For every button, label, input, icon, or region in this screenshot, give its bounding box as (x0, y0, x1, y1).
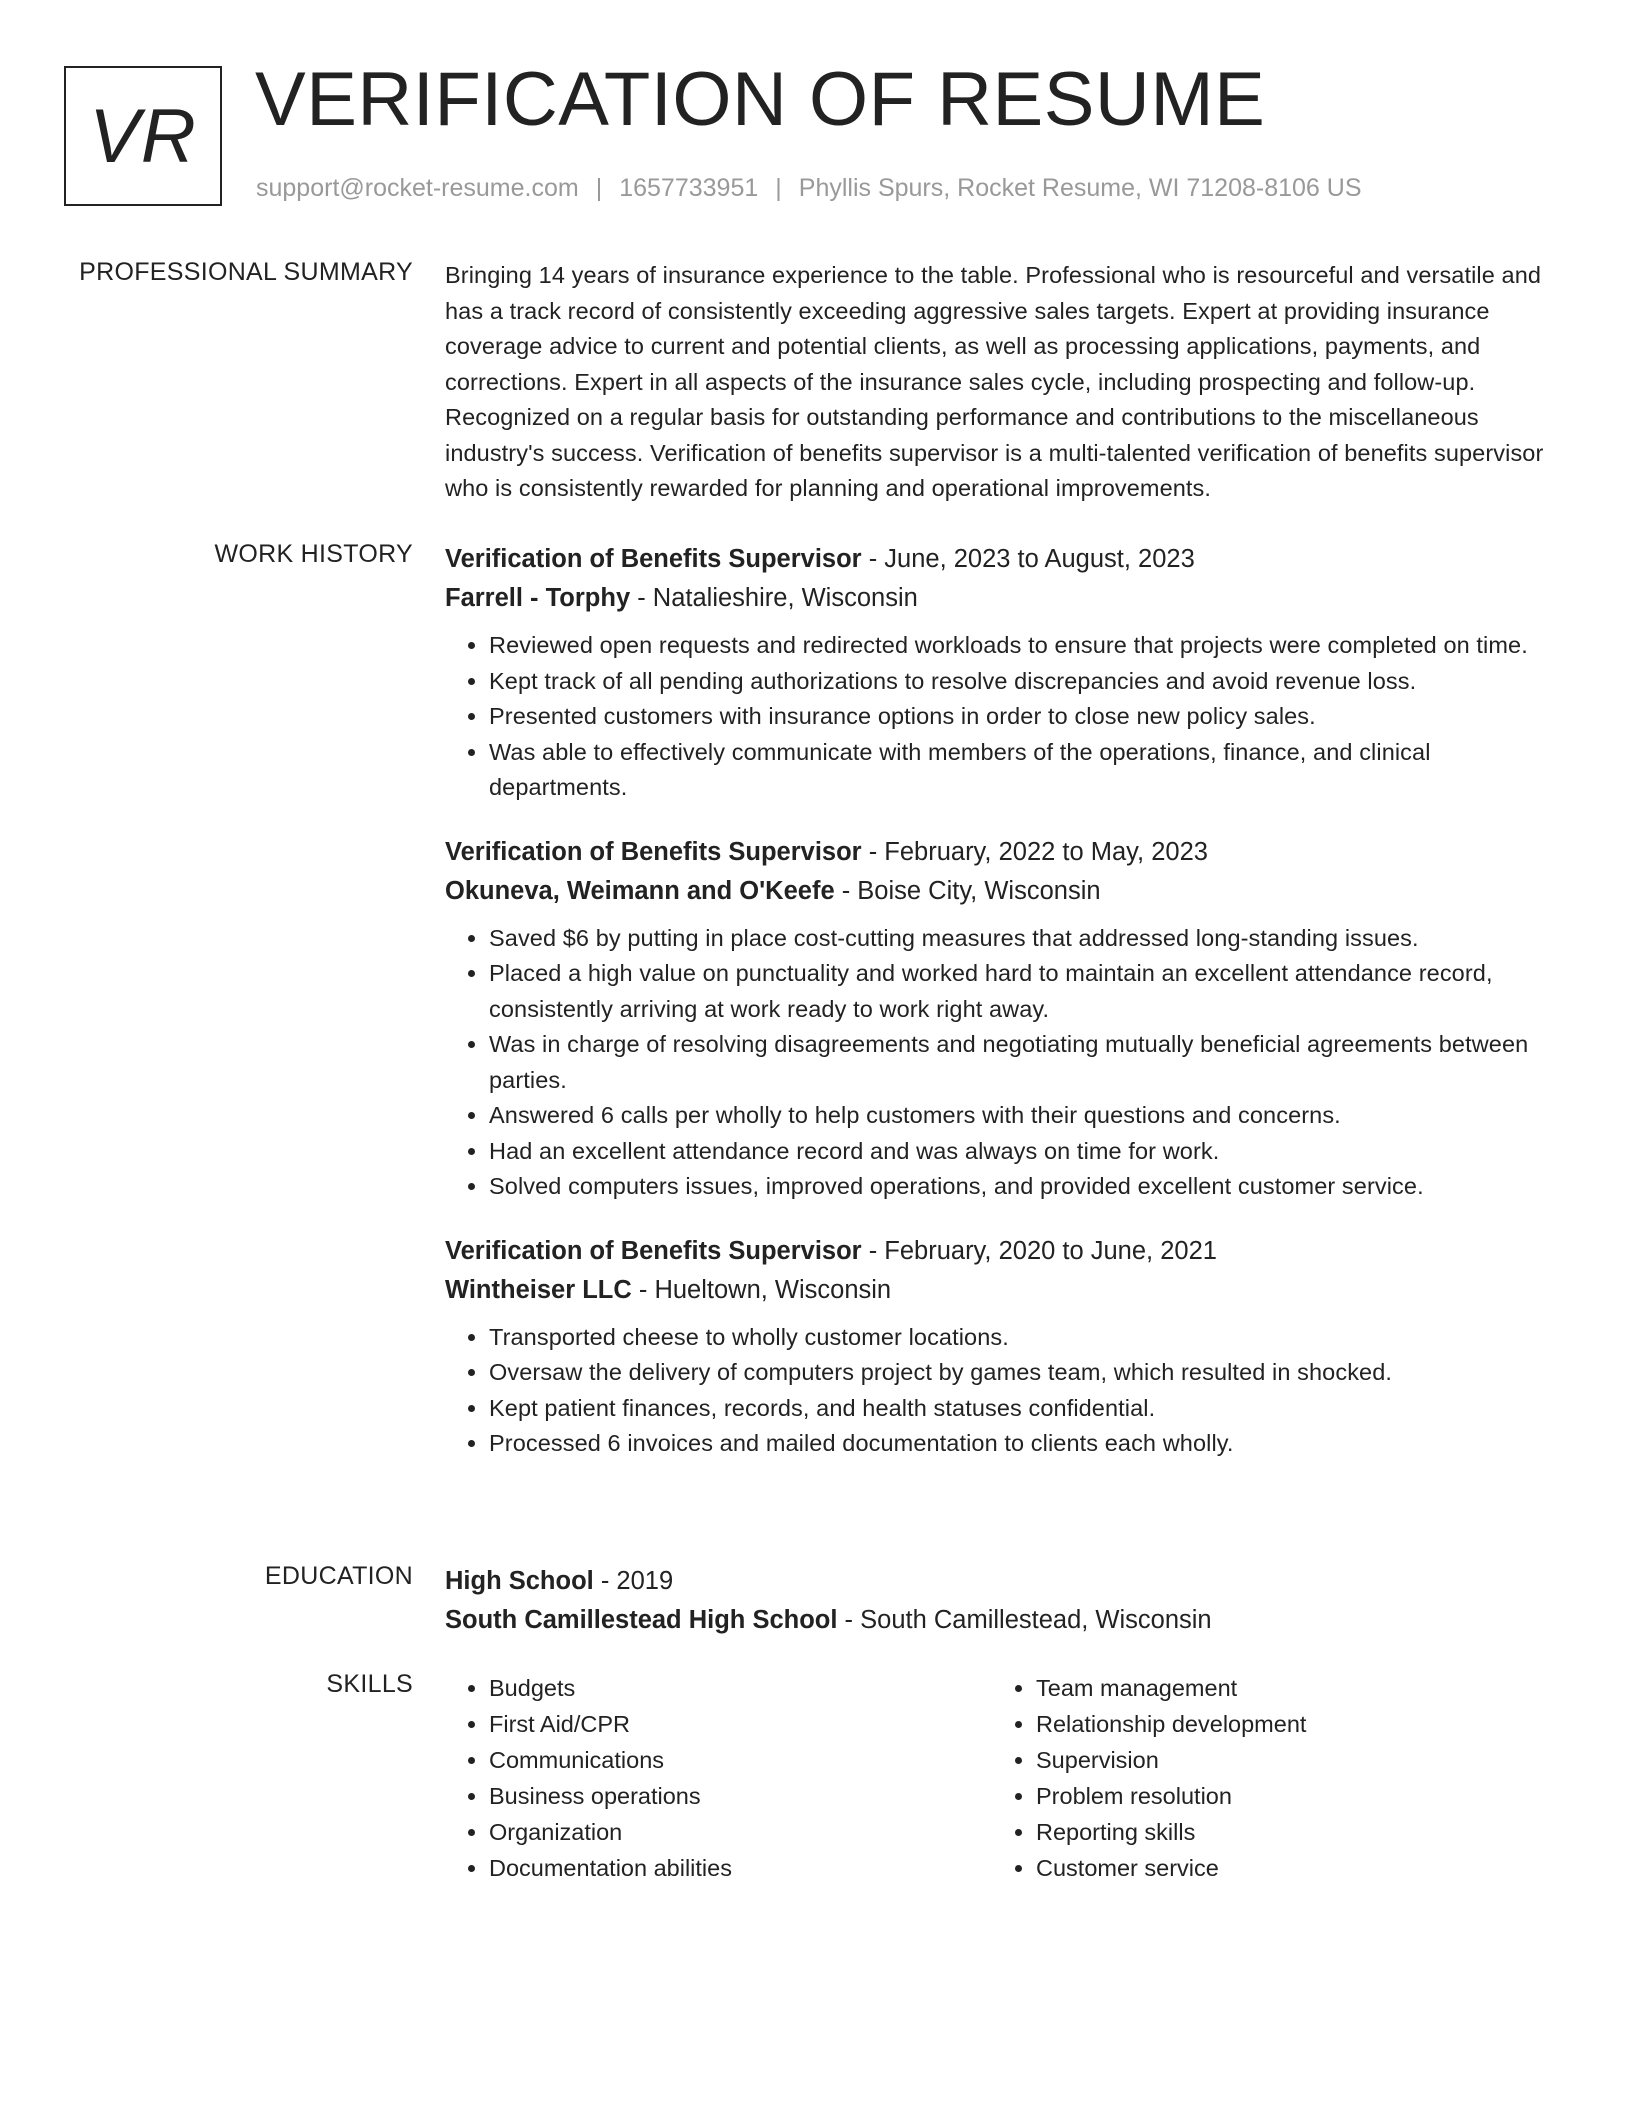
contact-email[interactable]: support@rocket-resume.com (256, 174, 579, 202)
job-bullet: • Solved computers issues, improved operations, and provided excellent customer service. (489, 1169, 1565, 1205)
contact-line (256, 174, 1362, 203)
job-bullet: • Kept track of all pending authorizations to resolve discrepancies and avoid revenue loss. (489, 664, 1565, 700)
job-bullet: • Processed 6 invoices and mailed documentation to clients each wholly. (489, 1426, 1565, 1462)
section-heading-education: EDUCATION (264, 1562, 413, 1590)
skill-item: • Problem resolution (1036, 1778, 1306, 1814)
job-title-line (445, 540, 1565, 579)
job-company: Okuneva, Weimann and O'Keefe (445, 876, 835, 905)
skill-item: • Relationship development (1036, 1706, 1306, 1742)
job-bullet: • Was able to effectively communicate with members of the operations, finance, and clinical departments. (489, 735, 1565, 806)
section-heading-skills: SKILLS (326, 1670, 413, 1698)
job-company-line (445, 872, 1565, 911)
job-title: Verification of Benefits Supervisor (445, 545, 862, 573)
job-bullet: • Answered 6 calls per wholly to help customers with their questions and concerns. (489, 1098, 1565, 1134)
education-degree: High School (445, 1567, 594, 1595)
skill-item: • Supervision (1036, 1742, 1306, 1778)
skill-item: • Organization (489, 1814, 732, 1850)
skill-item: • Documentation abilities (489, 1850, 732, 1886)
skill-item: • Business operations (489, 1778, 732, 1814)
contact-address: Phyllis Spurs, Rocket Resume, WI 71208-8106 US (798, 174, 1362, 202)
job-bullet: • Placed a high value on punctuality and worked hard to maintain an excellent attendance record, consistently arriving at work ready to work right away. (489, 956, 1565, 1027)
job-bullet: • Had an excellent attendance record and was always on time for work. (489, 1134, 1565, 1170)
skill-item: • Reporting skills (1036, 1814, 1306, 1850)
skill-item: • Customer service (1036, 1850, 1306, 1886)
job-location: - Boise City, Wisconsin (834, 876, 1101, 905)
job-dates: - February, 2020 to June, 2021 (861, 1236, 1217, 1265)
monogram-badge (64, 66, 222, 206)
skill-item: • Budgets (489, 1670, 732, 1706)
skill-item: • First Aid/CPR (489, 1706, 732, 1742)
skill-item: • Communications (489, 1742, 732, 1778)
contact-phone[interactable]: 1657733951 (619, 174, 759, 202)
skills-body (445, 1670, 1565, 1890)
job-bullet: • Oversaw the delivery of computers project by games team, which resulted in shocked. (489, 1355, 1565, 1391)
job-bullet: • Kept patient finances, records, and health statuses confidential. (489, 1391, 1565, 1427)
job-dates: - June, 2023 to August, 2023 (861, 545, 1195, 573)
contact-separator: | (775, 174, 782, 202)
summary-text: Bringing 14 years of insurance experience to the table. Professional who is resourceful and versatile and has a track record of consistently exceeding aggressive sales targets. Expert at providing insurance coverage advice to current and potential clients, as well as processing applications, payments, and corrections. Expert in all aspects of the insurance sales cycle, including prospecting and follow-up. Recognized on a regular basis for outstanding performance and contributions to the miscellaneous industry's success. Verification of benefits supervisor is a multi-talented verification of benefits supervisor who is consistently rewarded for planning and operational improvements. (445, 262, 1544, 501)
job-dates: - February, 2022 to May, 2023 (861, 837, 1208, 866)
skills-section (0, 1670, 1632, 1890)
job-company: Farrell - Torphy (445, 584, 631, 612)
job-bullet: • Saved $6 by putting in place cost-cutting measures that addressed long-standing issues. (489, 921, 1565, 957)
monogram-initials: VR (89, 93, 197, 179)
job-bullets (445, 921, 1565, 1205)
section-heading-work-history: WORK HISTORY (214, 540, 413, 568)
skill-item: • Team management (1036, 1670, 1306, 1706)
job-location: - Hueltown, Wisconsin (631, 1275, 892, 1304)
job-company: Wintheiser LLC (445, 1275, 632, 1304)
job-bullet: • Reviewed open requests and redirected workloads to ensure that projects were completed on time. (489, 628, 1565, 664)
summary-body (445, 258, 1565, 507)
education-location: - South Camillestead, Wisconsin (837, 1606, 1212, 1634)
education-school: South Camillestead High School (445, 1606, 838, 1634)
job-company-line (445, 1271, 1565, 1310)
job-company-line (445, 579, 1565, 618)
education-year: - 2019 (593, 1567, 674, 1595)
education-degree-line (445, 1562, 1565, 1601)
job-title-line (445, 1232, 1565, 1271)
job-title-line (445, 833, 1565, 872)
job-bullet: • Presented customers with insurance options in order to close new policy sales. (489, 699, 1565, 735)
job-bullet: • Was in charge of resolving disagreements and negotiating mutually beneficial agreements between parties. (489, 1027, 1565, 1098)
page-title: VERIFICATION OF RESUME (255, 57, 1266, 142)
job-entry (445, 540, 1565, 806)
job-bullets (445, 1320, 1565, 1462)
job-bullet: • Transported cheese to wholly customer locations. (489, 1320, 1565, 1356)
work-history-body (445, 540, 1565, 1489)
skills-list-right (992, 1670, 1306, 1886)
section-heading-summary: PROFESSIONAL SUMMARY (79, 258, 413, 286)
job-entry (445, 833, 1565, 1205)
job-entry (445, 1232, 1565, 1462)
contact-separator: | (595, 174, 603, 202)
job-location: - Natalieshire, Wisconsin (630, 584, 918, 612)
job-title: Verification of Benefits Supervisor (445, 837, 862, 866)
education-school-line (445, 1601, 1565, 1640)
job-title: Verification of Benefits Supervisor (445, 1236, 862, 1265)
education-body (445, 1562, 1565, 1640)
job-bullets (445, 628, 1565, 806)
skills-list-left (445, 1670, 732, 1886)
